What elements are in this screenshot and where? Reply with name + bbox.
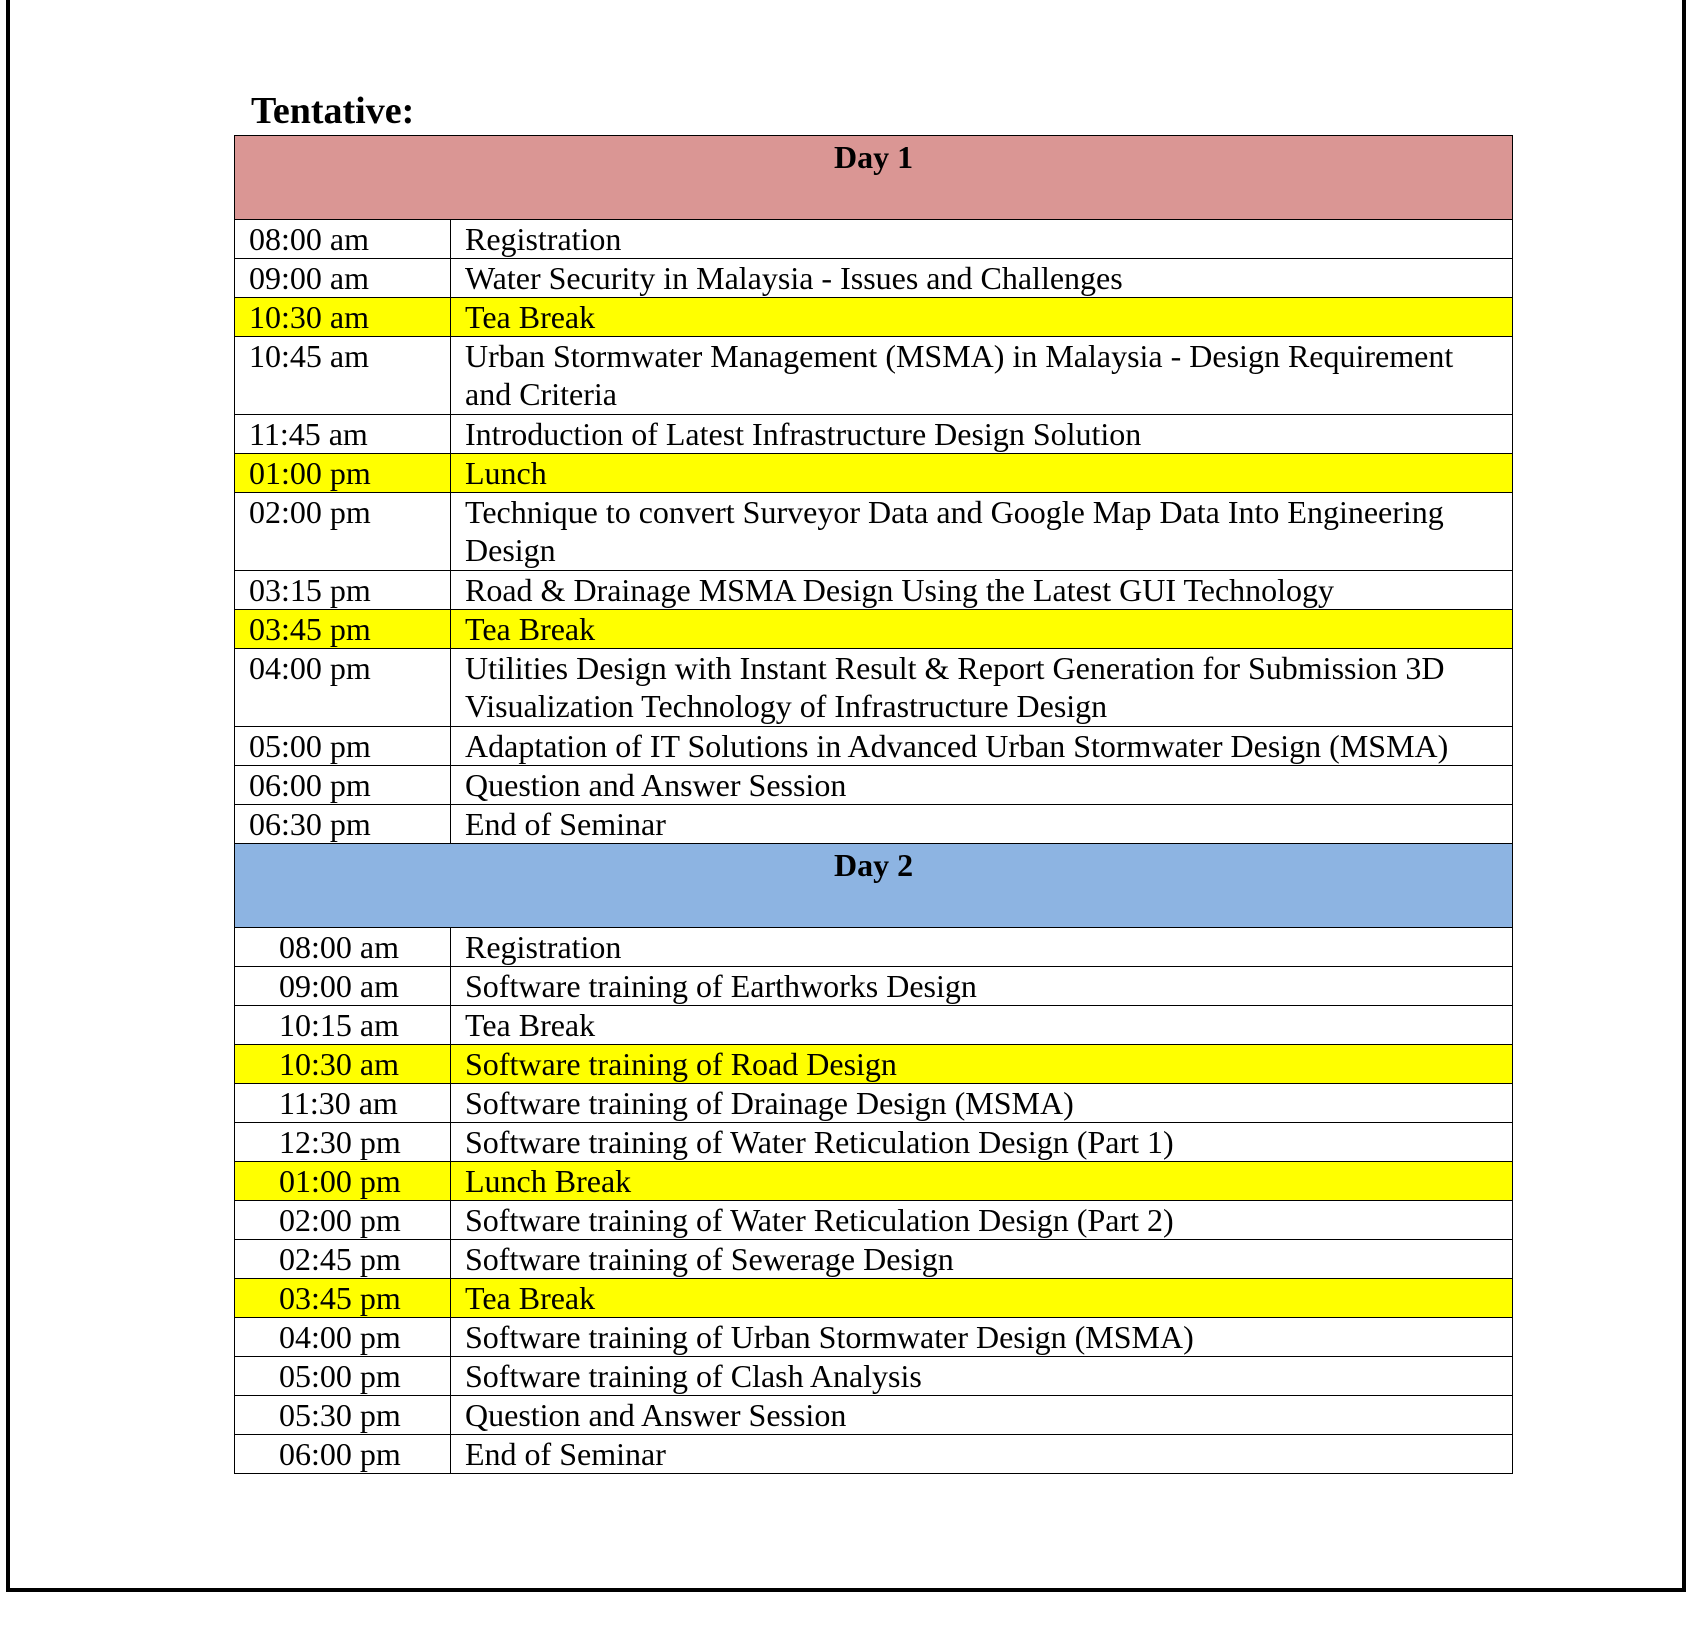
table-row — [235, 649, 1513, 727]
activity-cell: Tea Break — [451, 298, 1513, 337]
day-header-row — [235, 136, 1513, 220]
table-row — [235, 337, 1513, 415]
day-header: Day 1 — [235, 136, 1513, 220]
table-row — [235, 259, 1513, 298]
table-row — [235, 298, 1513, 337]
time-cell: 06:00 pm — [235, 766, 451, 805]
time-cell: 04:00 pm — [235, 1318, 451, 1357]
table-row — [235, 220, 1513, 259]
activity-cell: Utilities Design with Instant Result & Report Generation for Submission 3D Visualization Technology of Infrastructure Design — [451, 649, 1513, 727]
activity-cell: Registration — [451, 928, 1513, 967]
time-cell: 06:30 pm — [235, 805, 451, 844]
table-row — [235, 1396, 1513, 1435]
activity-cell: Water Security in Malaysia - Issues and Challenges — [451, 259, 1513, 298]
table-row — [235, 1084, 1513, 1123]
time-cell: 03:45 pm — [235, 1279, 451, 1318]
table-row — [235, 727, 1513, 766]
table-row — [235, 1318, 1513, 1357]
activity-cell: End of Seminar — [451, 805, 1513, 844]
table-row — [235, 493, 1513, 571]
day-header-row — [235, 844, 1513, 928]
time-cell: 05:00 pm — [235, 727, 451, 766]
time-cell: 02:45 pm — [235, 1240, 451, 1279]
time-cell: 09:00 am — [235, 259, 451, 298]
activity-cell: Software training of Water Reticulation Design (Part 2) — [451, 1201, 1513, 1240]
activity-cell: Software training of Clash Analysis — [451, 1357, 1513, 1396]
time-cell: 06:00 pm — [235, 1435, 451, 1474]
activity-cell: Question and Answer Session — [451, 1396, 1513, 1435]
table-row — [235, 1045, 1513, 1084]
activity-cell: Registration — [451, 220, 1513, 259]
activity-cell: End of Seminar — [451, 1435, 1513, 1474]
table-row — [235, 1240, 1513, 1279]
table-row — [235, 1123, 1513, 1162]
time-cell: 11:30 am — [235, 1084, 451, 1123]
time-cell: 10:30 am — [235, 1045, 451, 1084]
time-cell: 09:00 am — [235, 967, 451, 1006]
time-cell: 11:45 am — [235, 415, 451, 454]
table-row — [235, 1279, 1513, 1318]
schedule-table — [234, 135, 1513, 1474]
time-cell: 04:00 pm — [235, 649, 451, 727]
table-row — [235, 967, 1513, 1006]
table-row — [235, 1162, 1513, 1201]
activity-cell: Software training of Earthworks Design — [451, 967, 1513, 1006]
activity-cell: Software training of Drainage Design (MSMA) — [451, 1084, 1513, 1123]
time-cell: 10:15 am — [235, 1006, 451, 1045]
table-row — [235, 1435, 1513, 1474]
time-cell: 08:00 am — [235, 220, 451, 259]
table-row — [235, 1201, 1513, 1240]
activity-cell: Software training of Water Reticulation Design (Part 1) — [451, 1123, 1513, 1162]
time-cell: 02:00 pm — [235, 1201, 451, 1240]
activity-cell: Tea Break — [451, 1279, 1513, 1318]
activity-cell: Software training of Road Design — [451, 1045, 1513, 1084]
time-cell: 05:30 pm — [235, 1396, 451, 1435]
table-row — [235, 454, 1513, 493]
time-cell: 03:15 pm — [235, 571, 451, 610]
table-row — [235, 610, 1513, 649]
table-row — [235, 766, 1513, 805]
time-cell: 01:00 pm — [235, 454, 451, 493]
day-header: Day 2 — [235, 844, 1513, 928]
activity-cell: Question and Answer Session — [451, 766, 1513, 805]
table-row — [235, 571, 1513, 610]
activity-cell: Tea Break — [451, 1006, 1513, 1045]
activity-cell: Introduction of Latest Infrastructure Design Solution — [451, 415, 1513, 454]
time-cell: 10:30 am — [235, 298, 451, 337]
activity-cell: Lunch — [451, 454, 1513, 493]
time-cell: 03:45 pm — [235, 610, 451, 649]
activity-cell: Adaptation of IT Solutions in Advanced Urban Stormwater Design (MSMA) — [451, 727, 1513, 766]
activity-cell: Software training of Sewerage Design — [451, 1240, 1513, 1279]
time-cell: 01:00 pm — [235, 1162, 451, 1201]
table-row — [235, 1357, 1513, 1396]
activity-cell: Road & Drainage MSMA Design Using the Latest GUI Technology — [451, 571, 1513, 610]
activity-cell: Urban Stormwater Management (MSMA) in Malaysia - Design Requirement and Criteria — [451, 337, 1513, 415]
activity-cell: Software training of Urban Stormwater Design (MSMA) — [451, 1318, 1513, 1357]
activity-cell: Technique to convert Surveyor Data and Google Map Data Into Engineering Design — [451, 493, 1513, 571]
table-row — [235, 1006, 1513, 1045]
time-cell: 05:00 pm — [235, 1357, 451, 1396]
page-title: Tentative: — [251, 90, 415, 132]
table-row — [235, 928, 1513, 967]
activity-cell: Lunch Break — [451, 1162, 1513, 1201]
time-cell: 08:00 am — [235, 928, 451, 967]
activity-cell: Tea Break — [451, 610, 1513, 649]
table-row — [235, 805, 1513, 844]
time-cell: 10:45 am — [235, 337, 451, 415]
time-cell: 12:30 pm — [235, 1123, 451, 1162]
time-cell: 02:00 pm — [235, 493, 451, 571]
table-row — [235, 415, 1513, 454]
